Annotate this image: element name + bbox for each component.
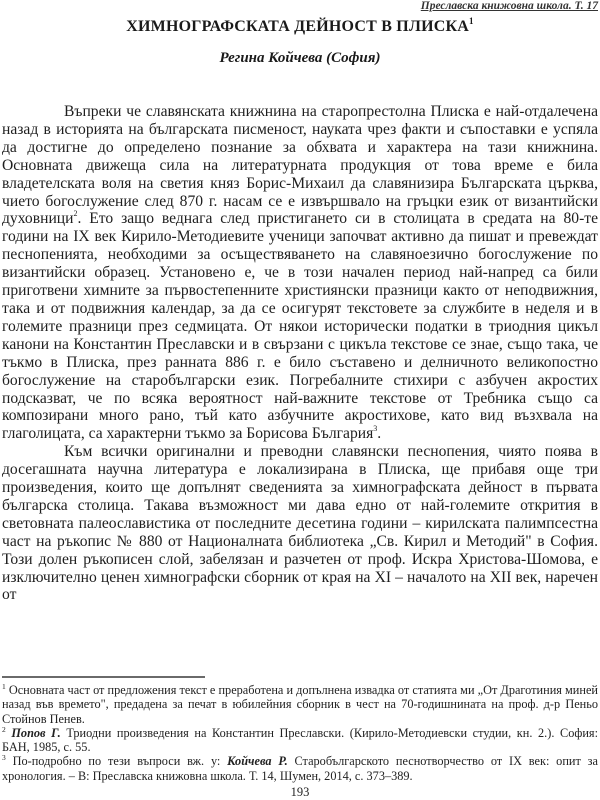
footnote-author: Попов Г. [11,725,61,740]
footnote-text: Основната част от предложения текст е преработена и допълнена извадка от статията ми „От Драготиния миней назад във времето", предадена за печат в юбилейния сборник в чест на 70-годишнината на проф. д-р Пеньо Стойнов Пенев. [2,683,598,726]
footnote-3 [2,754,598,783]
footnote-text: Триодни произведения на Константин Преславски. (Кирило-Методиевски студии, кн. 2.). София: БАН, 1985, с. 55. [2,725,598,755]
article-body [2,103,598,604]
article-author: Регина Койчева (София) [219,50,381,66]
paragraph-text: . Ето защо веднага след пристигането си в столицата в средата на 80-те години на IX век Кирило-Методиевите ученици започват активно да пишат и превеждат песнопенията, необходими за осъществяването на славяноезично богослужение по византийски образец. Установено е, че в този начален период най-напред са били приготвени химните за първостепенните християнски празници както от неподвижния, така и от подвижния календар, за да се осигурят текстовете за службите в неделя и в големите празници през седмицата. От някои исторически податки в триодния цикъл канони на Константин Преславски и в свързани с цикъла текстове се знае, също така, че тъкмо в Плиска, през ранната 886 г. е било съставено и делничното великопостно богослужение на старобългарски език. Погребалните стихири с азбучен акростих подсказват, че по всяка вероятност най-важните текстове от Требника също са композирани много рано, тъй като азбучните акростихове, като вид възхвала на глаголицата, са характерни тъкмо за Борисова България [2,210,598,443]
footnote-number: 3 [2,753,6,763]
article-title [0,18,600,36]
article-title-text: ХИМНОГРАФСКАТА ДЕЙНОСТ В ПЛИСКА [126,18,470,35]
footnote-number: 1 [2,682,6,691]
footnote-separator [2,676,205,678]
running-header: Преславска книжовна школа. Т. 17 [420,0,598,12]
body-paragraph-2: Към всички оригинални и преводни славянски песнопения, чиято поява в досегашната научна литература е локализирана в Плиска, ще прибавя още три произведения, които ще допълнят сведенията за химнографската дейност в първата българска столица. Такава възможност ми дава едно от най-големите открития в световната палеославистика от последните десетина години – кирилската палимпсестна част на ръкопис № 880 от Националната библиотека „Св. Кирил и Методий" в София. Този долен ръкописен слой, забелязан и разчетен от проф. Искра Христова-Шомова, е изключително ценен химнографски сборник от края на XI – началото на XII век, наречен от [2,443,598,604]
paragraph-text: . [377,425,382,443]
footnote-1 [2,683,598,726]
footnote-2 [2,726,598,755]
page-number: 193 [290,785,310,799]
footnotes [2,683,598,783]
paragraph-text: Въпреки че славянската книжнина на старопрестолна Плиска е най-отдалечена назад в историята на българската писменост, науката чрез факти и съпоставки е успяла да достигне до определено познание за обхвата и характера на тази книжнина. Основната движеща сила на литературната продукция от това време е била владетелската воля на светия княз Борис-Михаил да славянизира Българската църква, чието богослужение след 870 г. насам се е извършвало на гръцки език от византийски духовници [2,103,598,228]
footnote-ref-1[interactable]: 1 [469,16,474,26]
footnote-text: Старобългарското песнотворчество от IX век: опит за хронология. – В: Преславска книжовна школа. Т. 14, Шумен, 2014, с. 373–389. [2,754,598,783]
footnote-text: По-подробно по тези въпроси вж. у: [5,754,228,769]
footnote-author: Койчева Р. [227,754,288,769]
footnote-ref-2[interactable]: 2 [73,209,78,219]
body-paragraph-1 [2,103,598,443]
footnote-ref-3[interactable]: 3 [373,424,378,434]
footnote-number: 2 [2,724,6,734]
